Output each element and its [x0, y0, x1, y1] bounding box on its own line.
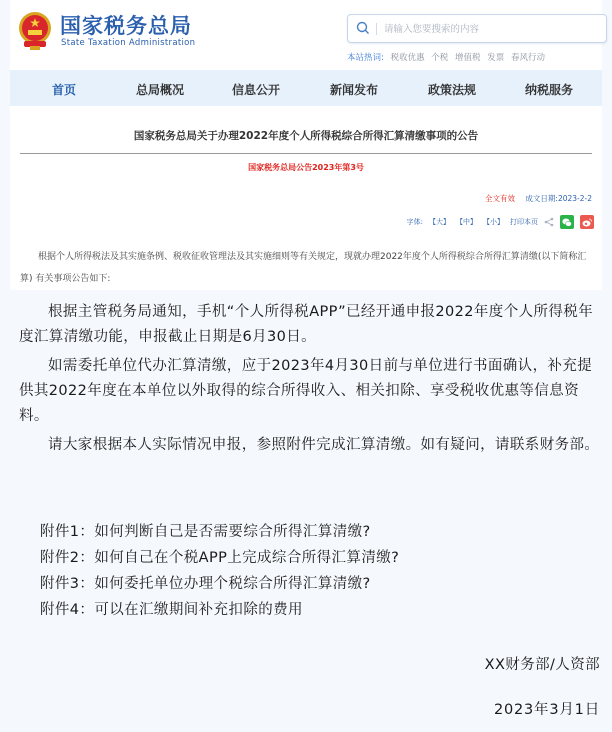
hot-keyword-link[interactable]: 春风行动	[510, 53, 545, 63]
signature-department: XX财务部/人资部	[484, 657, 600, 673]
title-divider	[20, 153, 592, 154]
nav-item-overview[interactable]: 总局概况	[136, 83, 185, 97]
font-size-label: 字体:	[406, 218, 423, 226]
attachment-list	[40, 520, 399, 624]
hot-keyword-link[interactable]: 税收优惠	[390, 53, 425, 63]
hot-keyword-link[interactable]: 发票	[487, 53, 505, 63]
print-button[interactable]: 打印本页	[510, 218, 538, 226]
share-icon[interactable]	[544, 217, 554, 227]
hot-keywords-label: 本站热词:	[347, 53, 384, 63]
wechat-share-icon[interactable]	[560, 215, 574, 229]
nav-item-disclosure[interactable]: 信息公开	[232, 83, 281, 97]
font-small-button[interactable]: 【小】	[483, 218, 504, 226]
document-number: 国家税务总局公告2023年第3号	[248, 163, 364, 172]
site-header	[10, 0, 602, 68]
embedded-website-screenshot	[10, 0, 602, 290]
search-input[interactable]	[384, 19, 599, 39]
nav-item-home[interactable]: 首页	[52, 83, 77, 97]
article-title: 国家税务总局关于办理2022年度个人所得税综合所得汇算清缴事项的公告	[133, 130, 479, 142]
search-divider	[376, 23, 377, 35]
notice-body	[19, 300, 603, 458]
weibo-share-icon[interactable]	[580, 215, 594, 229]
signature-date: 2023年3月1日	[493, 702, 600, 718]
hot-keyword-link[interactable]: 个税	[431, 53, 449, 63]
font-medium-button[interactable]: 【中】	[456, 218, 477, 226]
attachment-item[interactable]: 附件4：可以在汇缴期间补充扣除的费用	[40, 602, 303, 618]
hot-keywords	[347, 51, 545, 63]
font-large-button[interactable]: 【大】	[429, 218, 450, 226]
notice-paragraph: 根据主管税务局通知，手机“个人所得税APP”已经开通申报2022年度个人所得税年度汇算清缴功能，申报截止日期是6月30日。	[19, 304, 594, 345]
search-box[interactable]	[347, 14, 607, 43]
hot-keyword-link[interactable]: 增值税	[455, 53, 481, 63]
validity-status: 全文有效	[485, 194, 516, 203]
notice-paragraph: 请大家根据本人实际情况申报，参照附件完成汇算清缴。如有疑问，请联系财务部。	[48, 437, 600, 453]
search-icon[interactable]	[356, 21, 370, 35]
attachment-item[interactable]: 附件3：如何委托单位办理个税综合所得汇算清缴?	[40, 576, 371, 592]
attachment-item[interactable]: 附件1：如何判断自己是否需要综合所得汇算清缴?	[40, 524, 371, 540]
nav-item-news[interactable]: 新闻发布	[330, 83, 379, 97]
site-logo-text[interactable]: 国家税务总局	[60, 13, 192, 38]
issue-date: 成文日期:2023-2-2	[525, 194, 592, 203]
article-lead-paragraph: 根据个人所得税法及其实施条例、税收征收管理法及其实施细则等有关规定，现就办理2022年度个人所得税综合所得汇算清缴(以下简称汇算) 有关事项公告如下:	[20, 252, 587, 284]
national-emblem-icon	[16, 10, 54, 52]
attachment-item[interactable]: 附件2：如何自己在个税APP上完成综合所得汇算清缴?	[40, 550, 400, 566]
article-tools	[407, 214, 594, 230]
article-meta	[485, 193, 592, 204]
main-nav	[10, 70, 602, 106]
notice-paragraph: 如需委托单位代办汇算清缴，应于2023年4月30日前与单位进行书面确认，补充提供其2022年度在本单位以外取得的综合所得收入、相关扣除、享受税收优惠等信息资料。	[19, 358, 593, 424]
nav-item-policy[interactable]: 政策法规	[428, 83, 477, 97]
nav-item-tax-service[interactable]: 纳税服务	[525, 83, 574, 97]
site-logo-english: State Taxation Administration	[61, 38, 196, 48]
